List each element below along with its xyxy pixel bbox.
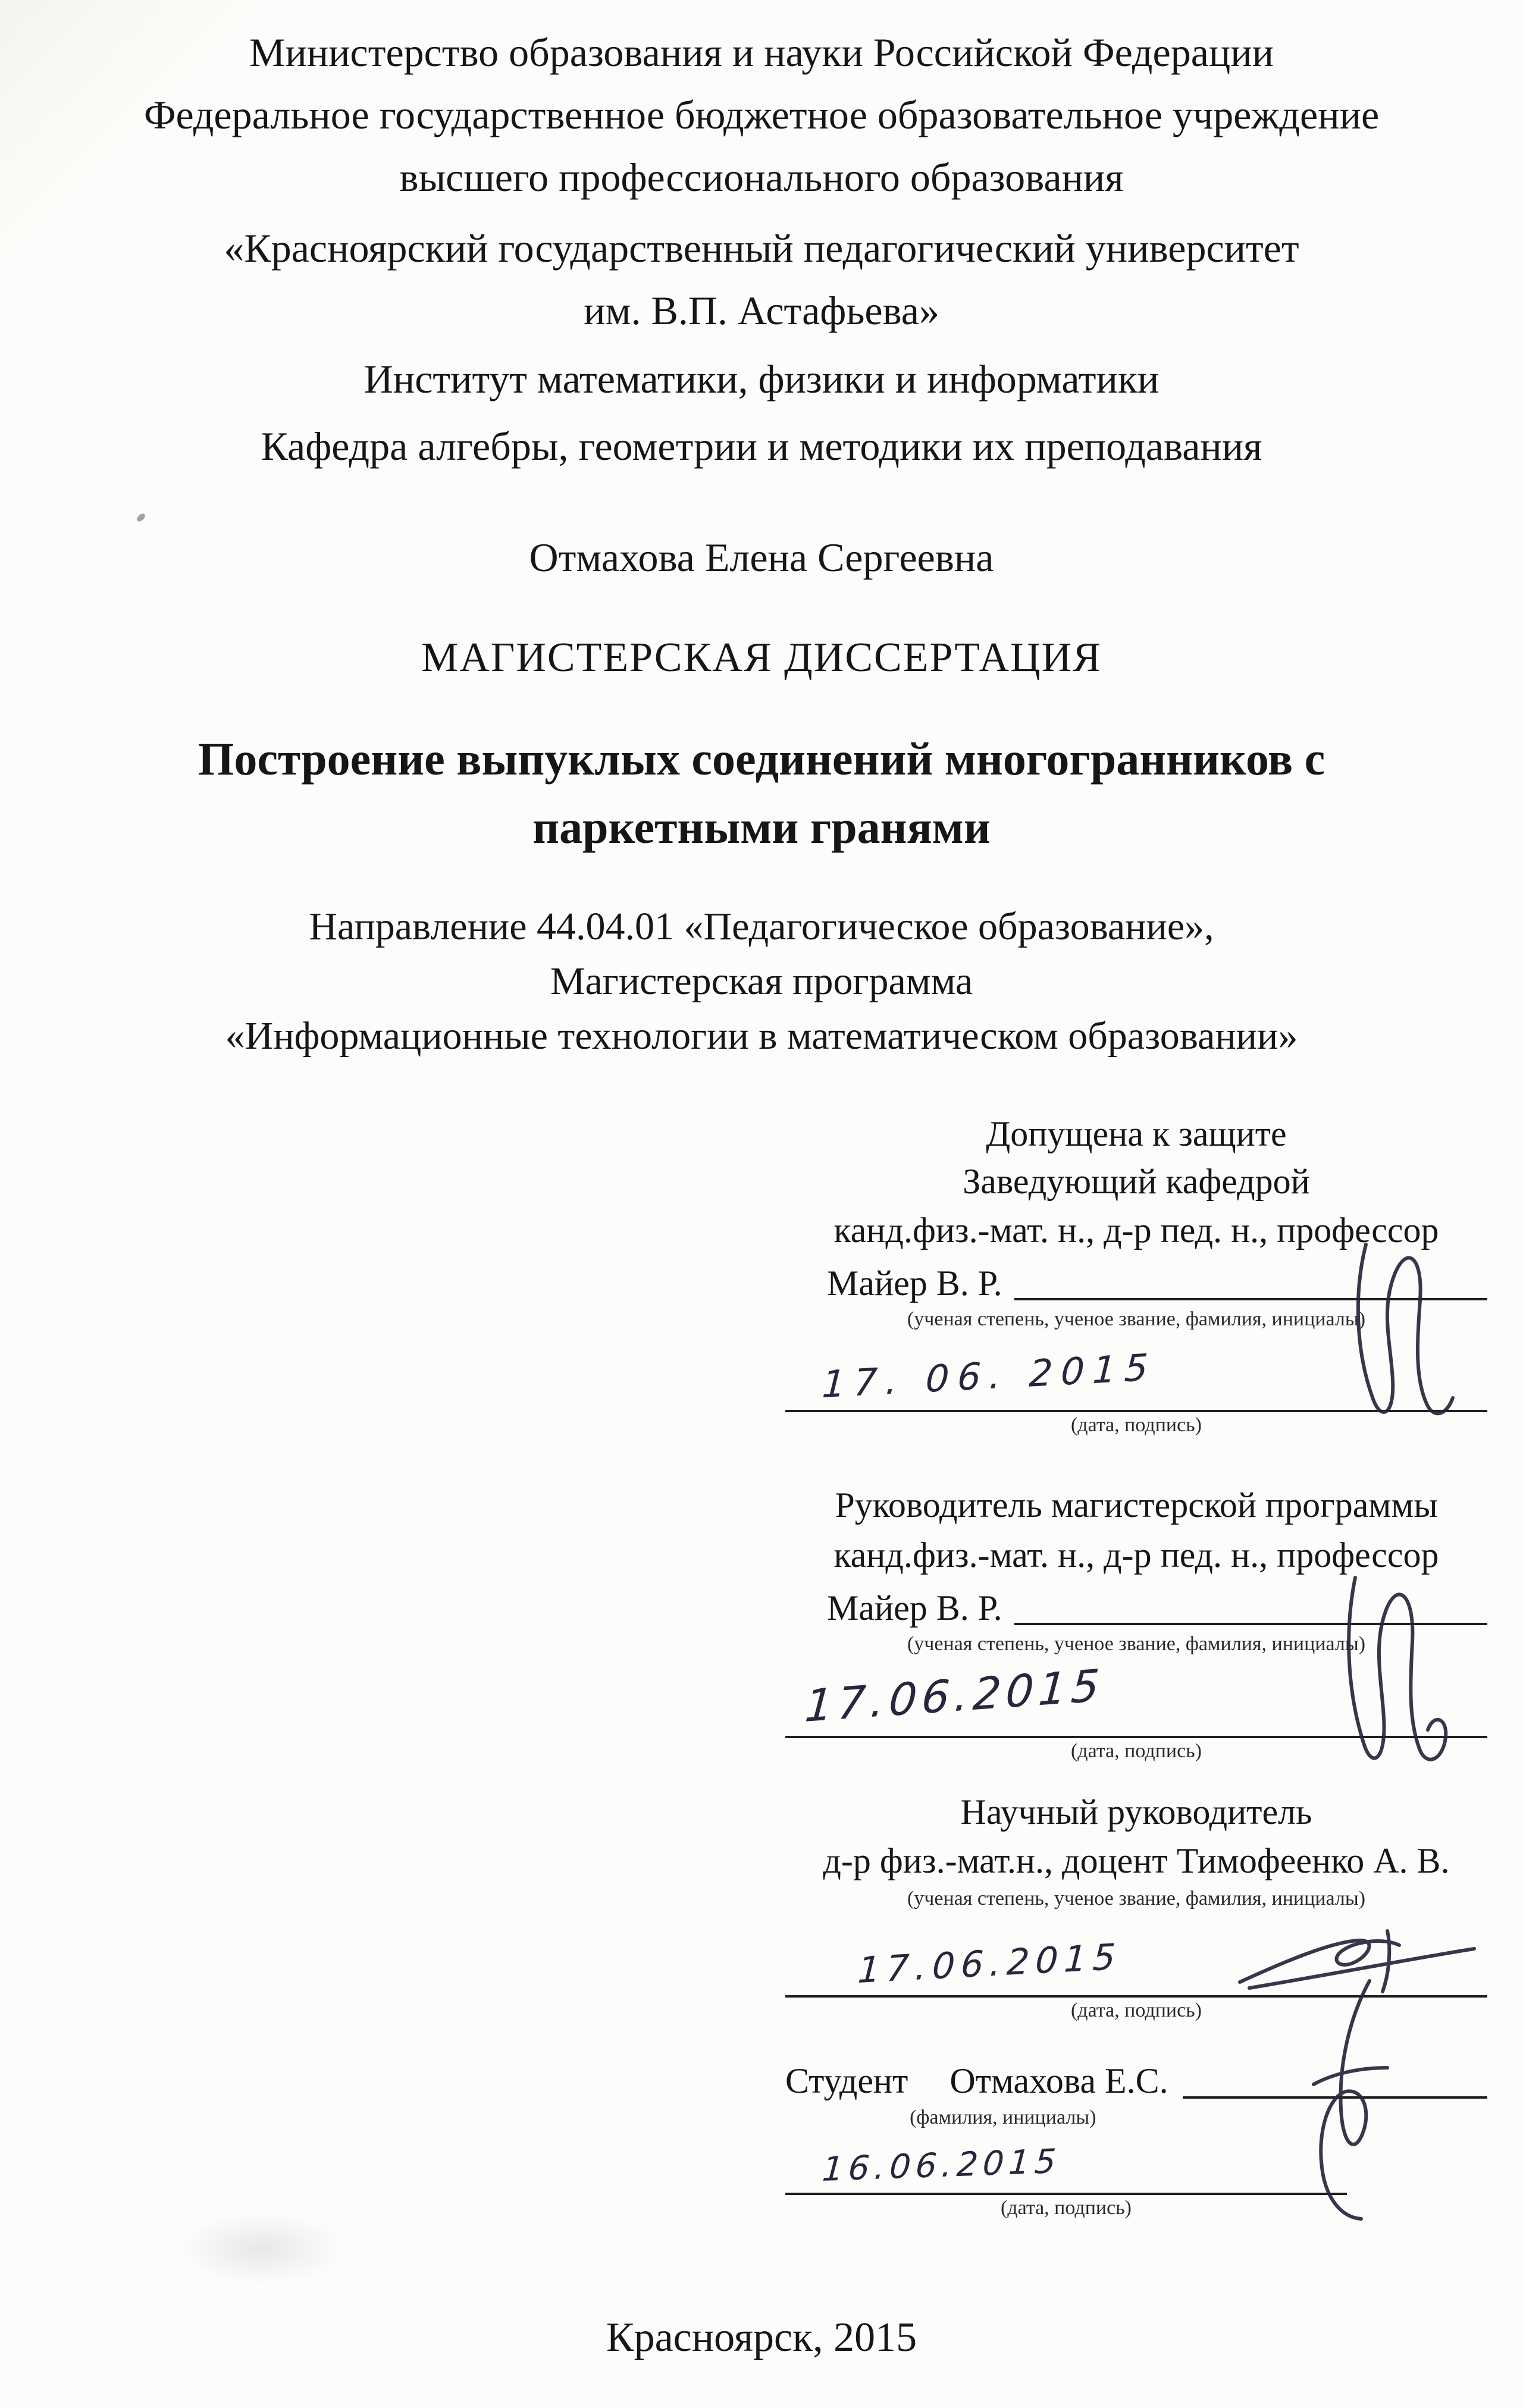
scientific-advisor-block (785, 1788, 1487, 2024)
head-degree-line: канд.физ.-мат. н., д-р пед. н., профессор (833, 1211, 1439, 1250)
thesis-title-line-1: Построение выпуклых соединений многогранников с (198, 733, 1325, 785)
signature-rule (1014, 1623, 1487, 1625)
handwritten-date: 16.06.2015 (821, 2142, 1062, 2189)
advisor-date-caption: (дата, подпись) (1070, 1999, 1202, 2021)
advisor-role-line: Научный руководитель (960, 1792, 1312, 1832)
student-name: Отмахова Е.С. (949, 2061, 1168, 2100)
head-degree-caption: (ученая степень, ученое звание, фамилия, инициалы) (907, 1308, 1366, 1330)
advisor-date-row (785, 1938, 1487, 1998)
head-name-row (785, 1260, 1487, 1306)
handwritten-date: 17.06.2015 (803, 1660, 1106, 1732)
institution-line-2: высшего профессионального образования (399, 155, 1124, 200)
signature-rule (1014, 1298, 1487, 1300)
head-name: Майер В. Р. (827, 1263, 1002, 1303)
direction-line: Направление 44.04.01 «Педагогическое образование», (309, 905, 1214, 948)
university-line-1: «Красноярский государственный педагогический университет (224, 225, 1299, 271)
program-supervisor-block (785, 1480, 1487, 1764)
supervisor-role-line: Руководитель магистерской программы (835, 1485, 1438, 1525)
student-name-row (785, 2057, 1487, 2105)
student-block (785, 2057, 1487, 2221)
program-info (36, 899, 1487, 1064)
thesis-title-line-2: паркетными гранями (532, 801, 991, 853)
scan-artifact-smudge (178, 2213, 345, 2284)
department-line: Кафедра алгебры, геометрии и методики их преподавания (261, 424, 1262, 469)
signature-rule (1183, 2096, 1487, 2099)
institution-line-1: Федеральное государственное бюджетное образовательное учреждение (143, 92, 1380, 137)
work-type-heading: МАГИСТЕРСКАЯ ДИССЕРТАЦИЯ (421, 635, 1102, 681)
thesis-title (36, 725, 1487, 861)
university-line-2: им. В.П. Астафьева» (584, 288, 939, 333)
advisor-signature-image (1231, 1921, 1481, 2005)
signature-area (36, 1110, 1487, 2221)
admitted-line: Допущена к защите (986, 1114, 1287, 1153)
institute-line: Институт математики, физики и информатики (363, 356, 1160, 402)
student-date-caption: (дата, подпись) (1000, 2197, 1132, 2219)
handwritten-date: 17. 06. 2015 (821, 1345, 1158, 1406)
supervisor-name: Майер В. Р. (827, 1588, 1002, 1628)
advisor-degree-name-line: д-р физ.-мат.н., доцент Тимофеенко А. В. (823, 1841, 1450, 1880)
student-role-label: Студент (785, 2061, 908, 2100)
author-name: Отмахова Елена Сергеевна (529, 535, 994, 580)
document-header (36, 21, 1487, 478)
supervisor-degree-line: канд.физ.-мат. н., д-р пед. н., профессор (833, 1535, 1439, 1575)
program-name-line: «Информационные технологии в математическом образовании» (225, 1014, 1298, 1058)
scan-artifact-speck (136, 512, 146, 523)
approval-block (785, 1110, 1487, 1438)
master-program-line: Магистерская программа (550, 960, 973, 1003)
head-date-caption: (дата, подпись) (1070, 1414, 1202, 1436)
supervisor-degree-caption: (ученая степень, ученое звание, фамилия, инициалы) (907, 1633, 1366, 1655)
head-of-department-line: Заведующий кафедрой (963, 1162, 1310, 1201)
head-date-row (785, 1345, 1487, 1412)
supervisor-name-row (785, 1585, 1487, 1631)
ministry-line: Министерство образования и науки Российской Федерации (249, 30, 1274, 75)
handwritten-date: 17.06.2015 (857, 1936, 1123, 1992)
advisor-degree-caption: (ученая степень, ученое звание, фамилия, инициалы) (907, 1887, 1366, 1910)
student-name-caption: (фамилия, инициалы) (910, 2106, 1096, 2128)
city-year-line: Красноярск, 2015 (606, 2315, 917, 2360)
supervisor-date-caption: (дата, подпись) (1070, 1740, 1202, 1762)
supervisor-date-row (785, 1660, 1487, 1738)
student-date-row (785, 2136, 1347, 2195)
